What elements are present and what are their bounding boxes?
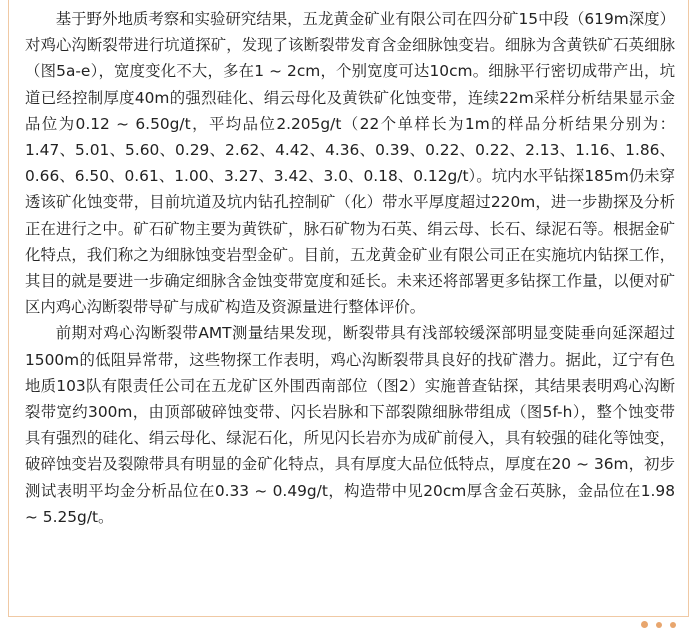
dot-icon bbox=[641, 621, 648, 628]
decorative-dots bbox=[641, 621, 676, 628]
paragraph-2: 前期对鸡心沟断裂带AMT测量结果发现，断裂带具有浅部较缓深部明显变陡垂向延深超过1500m的低阻异常带，这些物探工作表明，鸡心沟断裂带具良好的找矿潜力。据此，辽宁有色地质103队有限责任公司在五龙矿区外围西南部位（图2）实施普查钻探，其结果表明鸡心沟断裂带宽约300m，由顶部破碎蚀变带、闪长岩脉和下部裂隙细脉带组成（图5f-h），整个蚀变带具有强烈的硅化、绢云母化、绿泥石化，所见闪长岩亦为成矿前侵入，具有较强的硅化等蚀变，破碎蚀变岩及裂隙带具有明显的金矿化特点，具有厚度大品位低特点，厚度在20 ~ 36m，初步测试表明平均金分析品位在0.33 ~ 0.49g/t，构造带中见20cm厚含金石英脉，金品位在1.98 ~ 5.25g/t。 bbox=[25, 324, 675, 526]
article-body bbox=[25, 6, 675, 530]
dot-icon bbox=[670, 622, 676, 628]
paragraph-1: 基于野外地质考察和实验研究结果，五龙黄金矿业有限公司在四分矿15中段（619m深度）对鸡心沟断裂带进行坑道探矿，发现了该断裂带发育含金细脉蚀变岩。细脉为含黄铁矿石英细脉（图5a-e），宽度变化不大，多在1 ~ 2cm，个别宽度可达10cm。细脉平行密切成带产出，坑道已经控制厚度40m的强烈硅化、绢云母化及黄铁矿化蚀变带，连续22m采样分析结果显示金品位为0.12 ~ 6.50g/t，平均品位2.205g/t（22个单样长为1m的样品分析结果分别为：1.47、5.01、5.60、0.29、2.62、4.42、4.36、0.39、0.22、0.22、2.13、1.16、1.86、0.66、6.50、0.61、1.00、3.27、3.42、3.0、0.18、0.12g/t）。坑内水平钻探185m仍未穿透该矿化蚀变带，目前坑道及坑内钻孔控制矿（化）带水平厚度超过220m，进一步勘探及分析正在进行之中。矿石矿物主要为黄铁矿，脉石矿物为石英、绢云母、长石、绿泥石等。根据金矿化特点，我们称之为细脉蚀变岩型金矿。目前，五龙黄金矿业有限公司正在实施坑内钻探工作，其目的就是要进一步确定细脉含金蚀变带宽度和延长。未来还将部署更多钻探工作量，以便对矿区内鸡心沟断裂带导矿与成矿构造及资源量进行整体评价。 bbox=[25, 10, 675, 317]
dot-icon bbox=[656, 622, 662, 628]
